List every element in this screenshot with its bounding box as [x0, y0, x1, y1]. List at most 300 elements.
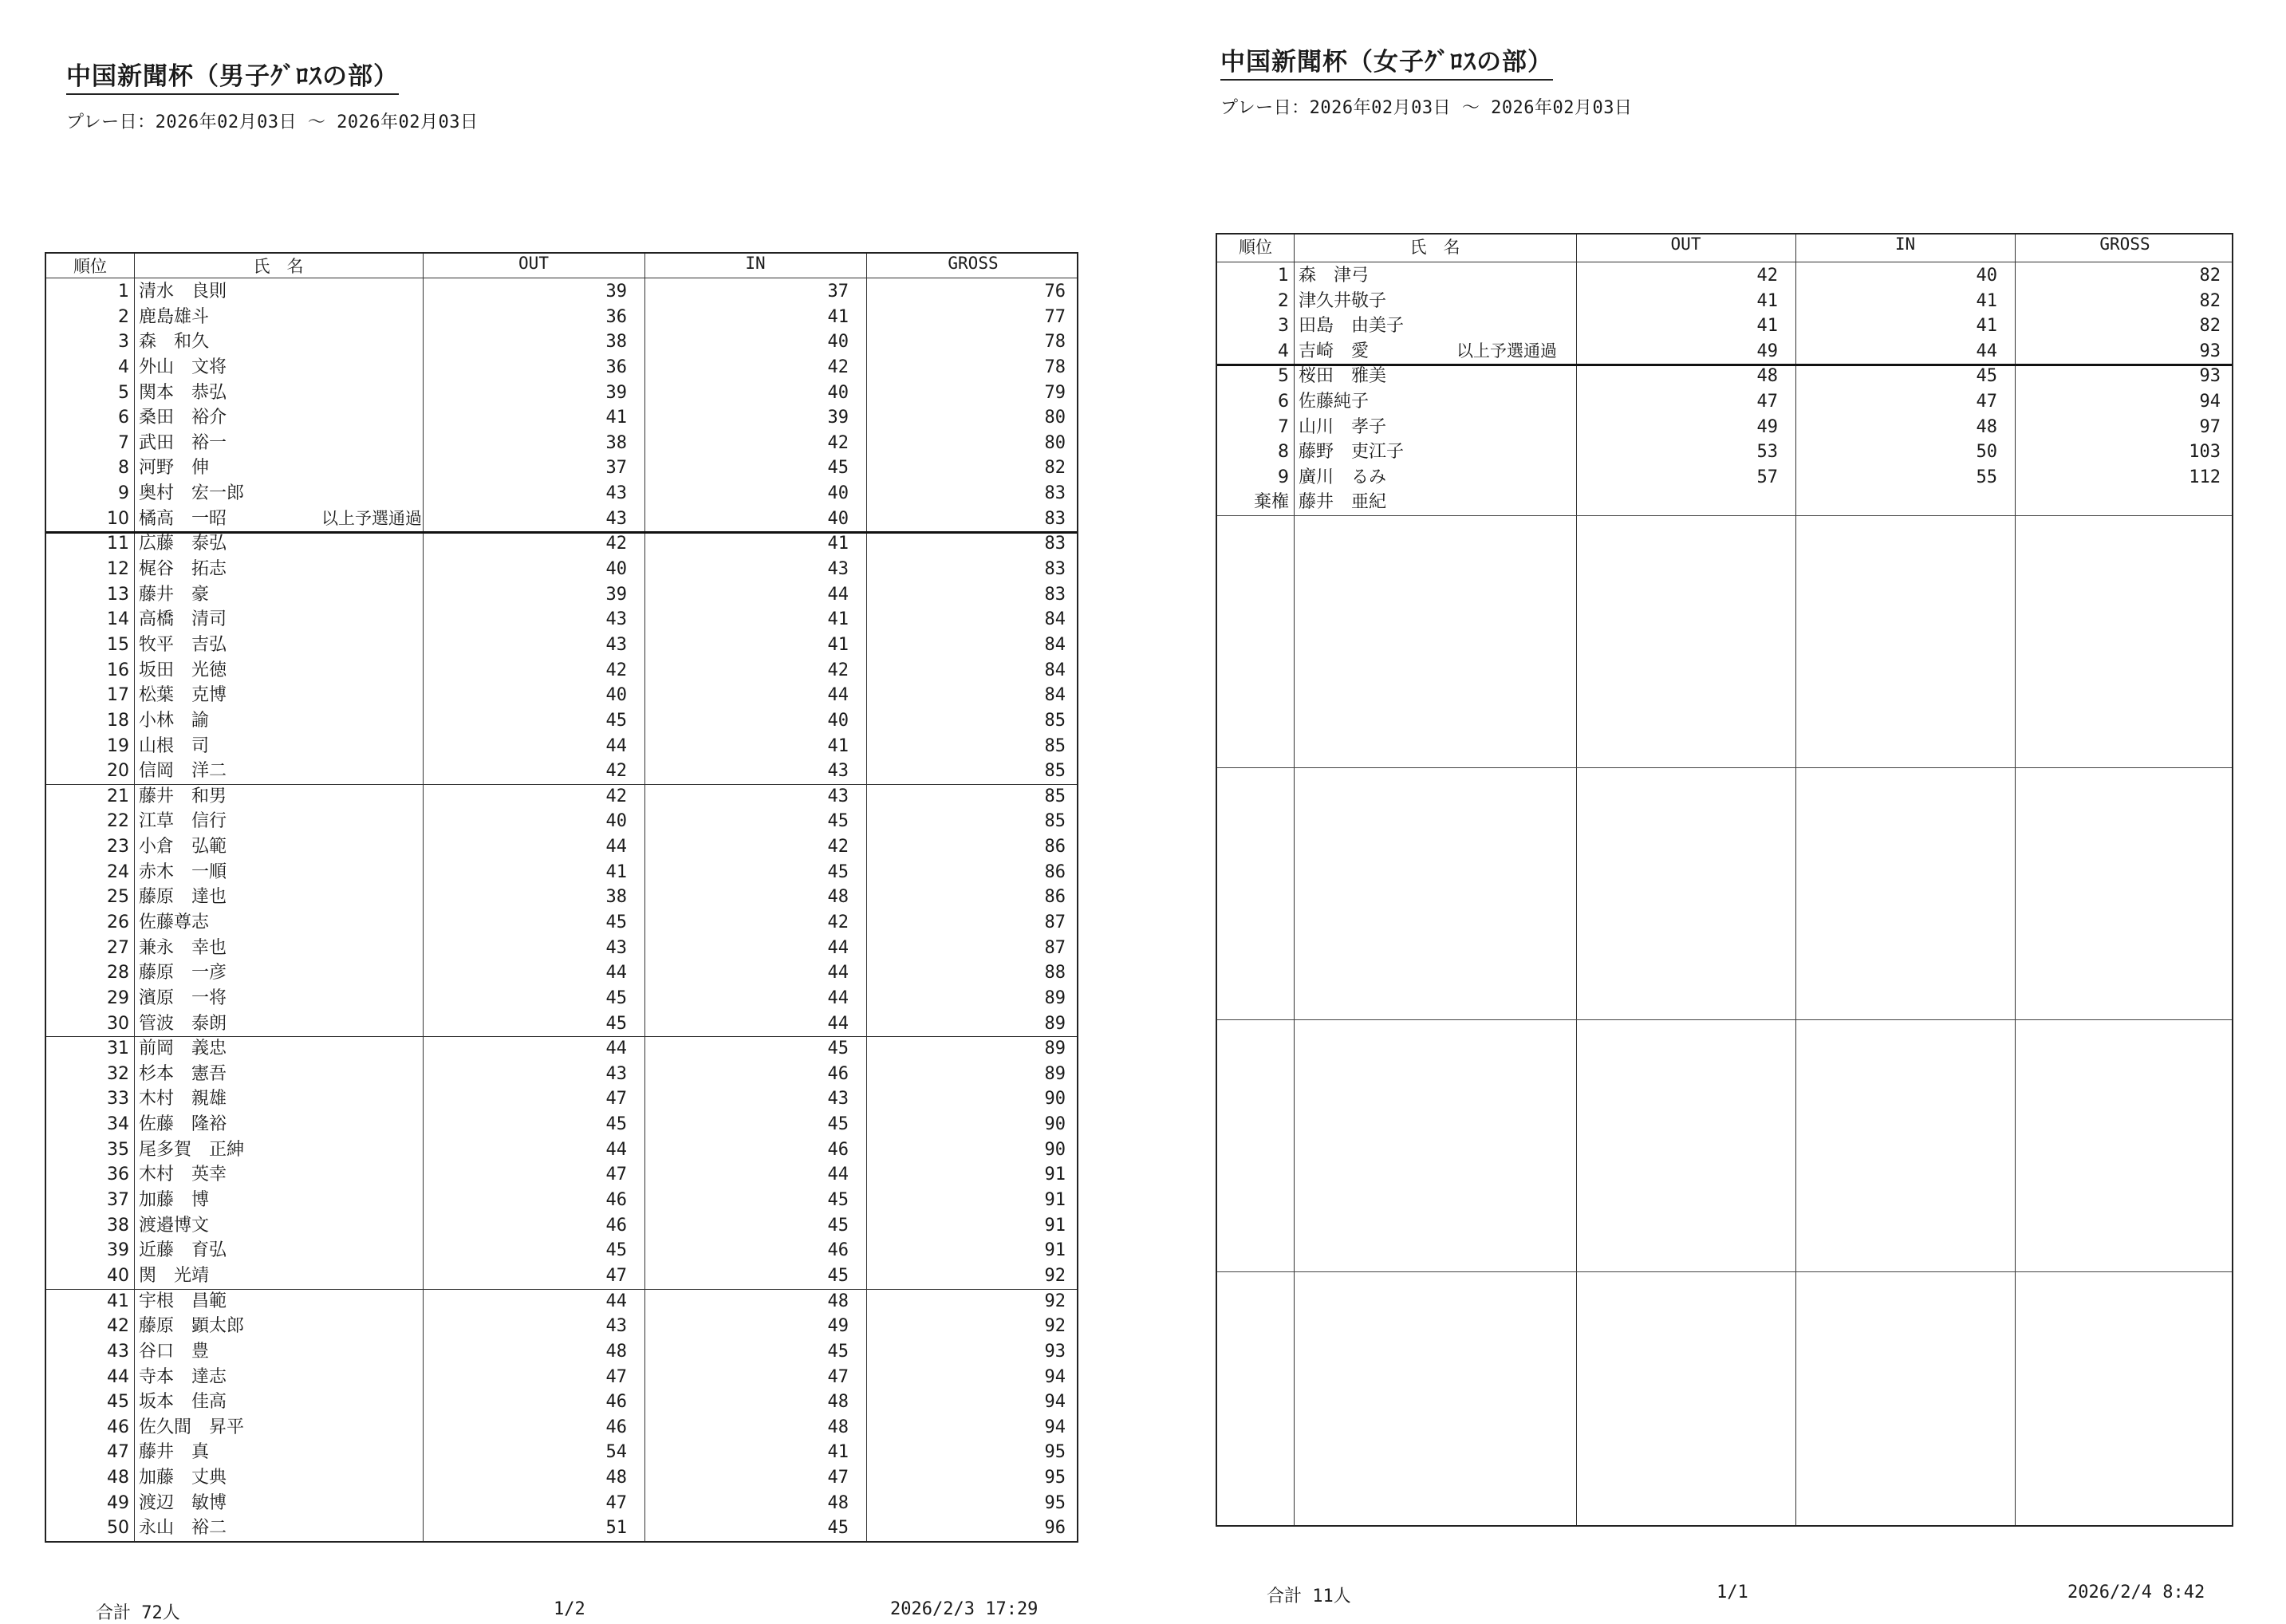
table-row [1217, 490, 2232, 515]
player-name: 渡辺 敏博 [139, 1492, 227, 1513]
out-score: 43 [605, 1063, 627, 1084]
in-score: 44 [827, 937, 849, 958]
player-name: 廣川 るみ [1299, 467, 1387, 487]
table-row [46, 759, 1077, 784]
rank-cell: 20 [107, 761, 129, 782]
page-number: 1/1 [1716, 1583, 1748, 1602]
in-score: 45 [827, 458, 849, 479]
gross-score: 76 [1044, 282, 1066, 302]
in-score: 41 [827, 609, 849, 630]
player-name: 森 和久 [139, 332, 210, 353]
printed-timestamp: 2026/2/4 8:42 [2067, 1583, 2205, 1602]
in-score: 45 [827, 861, 849, 882]
rank-cell: 27 [107, 937, 129, 958]
table-row [46, 936, 1077, 961]
rank-cell: 25 [107, 887, 129, 908]
in-score: 45 [827, 1215, 849, 1236]
play-date: プレー日：2026年02月03日 ～ 2026年02月03日 [66, 112, 479, 132]
rank-cell: 14 [107, 609, 129, 630]
player-name: 藤原 一彦 [139, 963, 227, 983]
out-score: 42 [1756, 266, 1778, 286]
table-row [46, 734, 1077, 759]
rank-cell: 48 [107, 1468, 129, 1488]
rank-cell: 9 [118, 483, 129, 504]
rank-cell: 22 [107, 811, 129, 832]
table-row [46, 1137, 1077, 1163]
out-score: 41 [1756, 290, 1778, 311]
out-score: 42 [605, 786, 627, 806]
out-score: 41 [605, 408, 627, 428]
table-row [46, 784, 1077, 810]
in-score: 40 [827, 382, 849, 403]
gross-score: 90 [1044, 1089, 1066, 1110]
player-name: 武田 裕一 [139, 432, 227, 453]
header-rank: 順位 [73, 257, 107, 276]
table-row [46, 582, 1077, 608]
player-name: 赤木 一順 [139, 861, 227, 882]
gross-score: 94 [1044, 1417, 1066, 1437]
player-name: 前岡 義忠 [139, 1039, 227, 1059]
table-row [46, 1339, 1077, 1365]
gross-score: 89 [1044, 1063, 1066, 1084]
rank-cell: 28 [107, 963, 129, 983]
in-score: 44 [827, 1013, 849, 1034]
table-row [46, 986, 1077, 1011]
rank-cell: 44 [107, 1366, 129, 1387]
play-date: プレー日：2026年02月03日 ～ 2026年02月03日 [1220, 98, 1633, 118]
table-row [46, 834, 1077, 860]
rank-cell: 26 [107, 913, 129, 932]
in-score: 40 [1976, 266, 1997, 286]
player-name: 山根 司 [139, 735, 210, 756]
out-score: 44 [605, 963, 627, 983]
in-score: 41 [827, 306, 849, 327]
player-name: 橘高 一昭 [139, 508, 227, 529]
in-score: 44 [827, 987, 849, 1008]
in-score: 43 [827, 761, 849, 782]
gross-score: 85 [1044, 761, 1066, 782]
out-score: 42 [605, 761, 627, 782]
rank-cell: 46 [107, 1417, 129, 1437]
out-score: 44 [605, 1139, 627, 1160]
qualify-note: 以上予選通過 [321, 508, 422, 528]
player-name: 藤原 達也 [139, 887, 227, 908]
in-score: 44 [827, 685, 849, 706]
out-score: 47 [605, 1089, 627, 1110]
player-name: 関本 恭弘 [139, 382, 227, 403]
rank-cell: 6 [1278, 392, 1289, 412]
table-row [46, 305, 1077, 330]
player-name: 清水 良則 [139, 282, 227, 302]
gross-score: 90 [1044, 1114, 1066, 1135]
rank-cell: 5 [118, 382, 129, 403]
out-score: 44 [605, 837, 627, 857]
in-score: 42 [827, 357, 849, 377]
table-row [1217, 263, 2232, 289]
gross-score: 80 [1044, 432, 1066, 453]
player-name: 奥村 宏一郎 [139, 483, 245, 504]
table-row [1217, 440, 2232, 465]
gross-score: 84 [1044, 609, 1066, 630]
player-name: 桜田 雅美 [1299, 366, 1387, 387]
header-out: OUT [1670, 235, 1701, 254]
header-name: 氏 名 [1409, 238, 1460, 257]
player-name: 広藤 泰弘 [139, 534, 227, 554]
in-score: 44 [1976, 341, 1997, 361]
gross-score: 94 [1044, 1366, 1066, 1387]
gross-score: 87 [1044, 913, 1066, 932]
table-row [46, 1086, 1077, 1112]
player-name: 高橋 清司 [139, 609, 227, 630]
rank-cell: 7 [1278, 416, 1289, 437]
gross-score: 91 [1044, 1165, 1066, 1185]
gross-score: 77 [1044, 306, 1066, 327]
in-score: 45 [827, 1039, 849, 1059]
gross-score: 88 [1044, 963, 1066, 983]
header-gross: GROSS [2099, 235, 2150, 254]
page-number: 1/2 [554, 1599, 585, 1619]
in-score: 45 [827, 1265, 849, 1286]
in-score: 45 [827, 1114, 849, 1135]
out-score: 39 [605, 584, 627, 605]
in-score: 44 [827, 1165, 849, 1185]
rank-cell: 8 [118, 458, 129, 479]
gross-score: 78 [1044, 332, 1066, 353]
player-name: 渡邉博文 [139, 1215, 210, 1236]
out-score: 54 [605, 1442, 627, 1463]
rank-cell: 6 [118, 408, 129, 428]
rank-cell: 3 [1278, 316, 1289, 337]
in-score: 45 [827, 1518, 849, 1539]
header-name: 氏 名 [253, 257, 304, 276]
rank-cell: 13 [107, 584, 129, 605]
out-score: 36 [605, 306, 627, 327]
in-score: 50 [1976, 442, 1997, 463]
player-name: 信岡 洋二 [139, 761, 227, 782]
out-score: 46 [605, 1392, 627, 1413]
rank-cell: 3 [118, 332, 129, 353]
table-row [46, 1112, 1077, 1137]
player-name: 牧平 吉弘 [139, 634, 227, 655]
rank-cell: 34 [107, 1114, 129, 1135]
table-row [46, 1011, 1077, 1037]
player-name: 津久井敬子 [1299, 290, 1387, 311]
player-name: 小倉 弘範 [139, 837, 227, 857]
out-score: 43 [605, 1316, 627, 1337]
table-row [46, 279, 1077, 305]
player-name: 佐久間 昇平 [139, 1417, 245, 1437]
out-score: 45 [605, 1240, 627, 1261]
rank-cell: 7 [118, 432, 129, 453]
table-row [46, 683, 1077, 708]
rank-cell: 33 [107, 1089, 129, 1110]
table-row [46, 708, 1077, 734]
gross-score: 97 [2199, 416, 2221, 437]
table-row [46, 960, 1077, 986]
rank-cell: 19 [107, 735, 129, 756]
gross-score: 83 [1044, 483, 1066, 504]
in-score: 41 [827, 634, 849, 655]
player-name: 濱原 一将 [139, 987, 227, 1008]
rank-cell: 12 [107, 559, 129, 580]
rank-cell: 18 [107, 710, 129, 731]
in-score: 41 [827, 534, 849, 554]
rank-cell: 15 [107, 634, 129, 655]
in-score: 48 [827, 887, 849, 908]
out-score: 41 [1756, 316, 1778, 337]
gross-score: 82 [1044, 458, 1066, 479]
rank-cell: 35 [107, 1139, 129, 1160]
gross-score: 112 [2189, 467, 2221, 487]
table-row [46, 1036, 1077, 1062]
table-row [46, 1415, 1077, 1441]
rank-cell: 4 [1278, 341, 1289, 361]
table-row [46, 455, 1077, 481]
player-name: 藤井 豪 [139, 584, 210, 605]
table-row [46, 910, 1077, 936]
table-row [1217, 313, 2232, 339]
out-score: 39 [605, 282, 627, 302]
table-row [46, 1188, 1077, 1213]
gross-score: 89 [1044, 1013, 1066, 1034]
out-score: 38 [605, 332, 627, 353]
table-row [1217, 364, 2232, 389]
table-row [46, 1365, 1077, 1390]
player-name: 加藤 丈典 [139, 1468, 227, 1488]
rank-cell: 2 [118, 306, 129, 327]
gross-score: 86 [1044, 887, 1066, 908]
player-name: 木村 英幸 [139, 1165, 227, 1185]
rank-cell: 10 [107, 508, 129, 529]
in-score: 46 [827, 1240, 849, 1261]
player-name: 桑田 裕介 [139, 408, 227, 428]
rank-cell: 棄権 [1253, 492, 1289, 513]
in-score: 43 [827, 559, 849, 580]
rank-cell: 4 [118, 357, 129, 377]
player-name: 坂本 佳高 [139, 1392, 227, 1413]
in-score: 40 [827, 710, 849, 731]
gross-score: 90 [1044, 1139, 1066, 1160]
table-row [46, 1162, 1077, 1188]
in-score: 45 [1976, 366, 1997, 387]
gross-score: 78 [1044, 357, 1066, 377]
out-score: 37 [605, 458, 627, 479]
table-row [1217, 289, 2232, 314]
player-name: 鹿島雄斗 [139, 306, 210, 327]
rank-cell: 16 [107, 660, 129, 680]
gross-score: 95 [1044, 1468, 1066, 1488]
in-score: 42 [827, 432, 849, 453]
gross-score: 103 [2189, 442, 2221, 463]
player-name: 佐藤 隆裕 [139, 1114, 227, 1135]
table-row [46, 607, 1077, 633]
gross-score: 83 [1044, 508, 1066, 529]
gross-score: 89 [1044, 1039, 1066, 1059]
out-score: 40 [605, 559, 627, 580]
in-score: 40 [827, 508, 849, 529]
table-row [46, 507, 1077, 532]
out-score: 53 [1756, 442, 1778, 463]
out-score: 38 [605, 432, 627, 453]
total-count: 合計 11人 [1267, 1587, 1351, 1606]
rank-cell: 1 [1278, 266, 1289, 286]
out-score: 38 [605, 887, 627, 908]
table-row [46, 860, 1077, 885]
out-score: 48 [605, 1341, 627, 1362]
in-score: 44 [827, 584, 849, 605]
in-score: 43 [827, 1089, 849, 1110]
player-name: 谷口 豊 [139, 1341, 210, 1362]
gross-score: 92 [1044, 1316, 1066, 1337]
player-name: 河野 伸 [139, 458, 210, 479]
out-score: 45 [605, 1013, 627, 1034]
table-row [46, 1516, 1077, 1541]
gross-score: 84 [1044, 685, 1066, 706]
out-score: 46 [605, 1215, 627, 1236]
table-row [46, 557, 1077, 582]
rank-cell: 2 [1278, 290, 1289, 311]
table-row [46, 1289, 1077, 1315]
player-name: 尾多賀 正紳 [139, 1139, 245, 1160]
out-score: 40 [605, 685, 627, 706]
gross-score: 95 [1044, 1492, 1066, 1513]
player-name: 小林 諭 [139, 710, 210, 731]
table-row [46, 405, 1077, 431]
in-score: 41 [1976, 316, 1997, 337]
in-score: 42 [827, 660, 849, 680]
women-page [1141, 0, 2286, 1616]
out-score: 48 [605, 1468, 627, 1488]
results-table [45, 252, 1078, 1543]
table-row [1217, 465, 2232, 491]
rank-cell: 50 [107, 1518, 129, 1539]
gross-score: 86 [1044, 837, 1066, 857]
table-row [46, 1263, 1077, 1289]
player-name: 藤井 和男 [139, 786, 227, 806]
rank-cell: 49 [107, 1492, 129, 1513]
page-title: 中国新聞杯（男子ｸﾞﾛｽの部） [66, 56, 399, 95]
out-score: 36 [605, 357, 627, 377]
gross-score: 92 [1044, 1265, 1066, 1286]
player-name: 藤原 顕太郎 [139, 1316, 245, 1337]
in-score: 47 [827, 1468, 849, 1488]
player-name: 管波 泰朗 [139, 1013, 227, 1034]
in-score: 41 [827, 735, 849, 756]
player-name: 吉崎 愛 [1299, 341, 1370, 361]
table-row [46, 1389, 1077, 1415]
in-score: 45 [827, 811, 849, 832]
rank-cell: 30 [107, 1013, 129, 1034]
table-row [46, 1238, 1077, 1263]
rank-cell: 39 [107, 1240, 129, 1261]
gross-score: 83 [1044, 584, 1066, 605]
rank-cell: 23 [107, 837, 129, 857]
header-out: OUT [518, 254, 549, 273]
player-name: 松葉 克博 [139, 685, 227, 706]
player-name: 永山 裕二 [139, 1518, 227, 1539]
table-row [46, 658, 1077, 684]
in-score: 55 [1976, 467, 1997, 487]
out-score: 51 [605, 1518, 627, 1539]
out-score: 57 [1756, 467, 1778, 487]
out-score: 43 [605, 483, 627, 504]
player-name: 森 津弓 [1299, 266, 1370, 286]
out-score: 45 [605, 987, 627, 1008]
table-body [46, 279, 1077, 1541]
rank-cell: 41 [107, 1291, 129, 1311]
table-row [1217, 339, 2232, 365]
gross-score: 93 [2199, 366, 2221, 387]
player-name: 寺本 達志 [139, 1366, 227, 1387]
gross-score: 93 [1044, 1341, 1066, 1362]
player-name: 山川 孝子 [1299, 416, 1387, 437]
out-score: 42 [605, 660, 627, 680]
player-name: 佐藤尊志 [139, 913, 210, 932]
player-name: 藤井 亜紀 [1299, 492, 1387, 513]
rank-cell: 17 [107, 685, 129, 706]
out-score: 48 [1756, 366, 1778, 387]
out-score: 44 [605, 1039, 627, 1059]
in-score: 48 [827, 1392, 849, 1413]
gross-score: 84 [1044, 634, 1066, 655]
gross-score: 79 [1044, 382, 1066, 403]
player-name: 兼永 幸也 [139, 937, 227, 958]
gross-score: 93 [2199, 341, 2221, 361]
player-name: 江草 信行 [139, 811, 227, 832]
player-name: 加藤 博 [139, 1190, 210, 1211]
in-score: 41 [1976, 290, 1997, 311]
men-page [0, 0, 1141, 1623]
gross-score: 83 [1044, 559, 1066, 580]
table-row [46, 809, 1077, 834]
player-name: 藤野 吏江子 [1299, 442, 1405, 463]
table-row [46, 1440, 1077, 1465]
rank-cell: 47 [107, 1442, 129, 1463]
in-score: 49 [827, 1316, 849, 1337]
table-row [46, 1491, 1077, 1516]
out-score: 47 [605, 1165, 627, 1185]
gross-score: 82 [2199, 290, 2221, 311]
total-count: 合計 72人 [96, 1603, 180, 1623]
rank-cell: 36 [107, 1165, 129, 1185]
table-row [46, 1314, 1077, 1339]
player-name: 藤井 真 [139, 1442, 210, 1463]
rank-cell: 32 [107, 1063, 129, 1084]
out-score: 43 [605, 634, 627, 655]
table-row [46, 885, 1077, 910]
gross-score: 82 [2199, 266, 2221, 286]
gross-score: 86 [1044, 861, 1066, 882]
gross-score: 85 [1044, 710, 1066, 731]
player-name: 木村 親雄 [139, 1089, 227, 1110]
out-score: 49 [1756, 416, 1778, 437]
gross-score: 94 [2199, 392, 2221, 412]
gross-score: 91 [1044, 1215, 1066, 1236]
table-row [46, 431, 1077, 456]
out-score: 44 [605, 1291, 627, 1311]
gross-score: 96 [1044, 1518, 1066, 1539]
header-rank: 順位 [1239, 238, 1272, 257]
player-name: 近藤 育弘 [139, 1240, 227, 1261]
rank-cell: 1 [118, 282, 129, 302]
out-score: 43 [605, 937, 627, 958]
table-row [46, 1062, 1077, 1087]
in-score: 43 [827, 786, 849, 806]
out-score: 44 [605, 735, 627, 756]
gross-score: 80 [1044, 408, 1066, 428]
gross-score: 92 [1044, 1291, 1066, 1311]
out-score: 43 [605, 609, 627, 630]
